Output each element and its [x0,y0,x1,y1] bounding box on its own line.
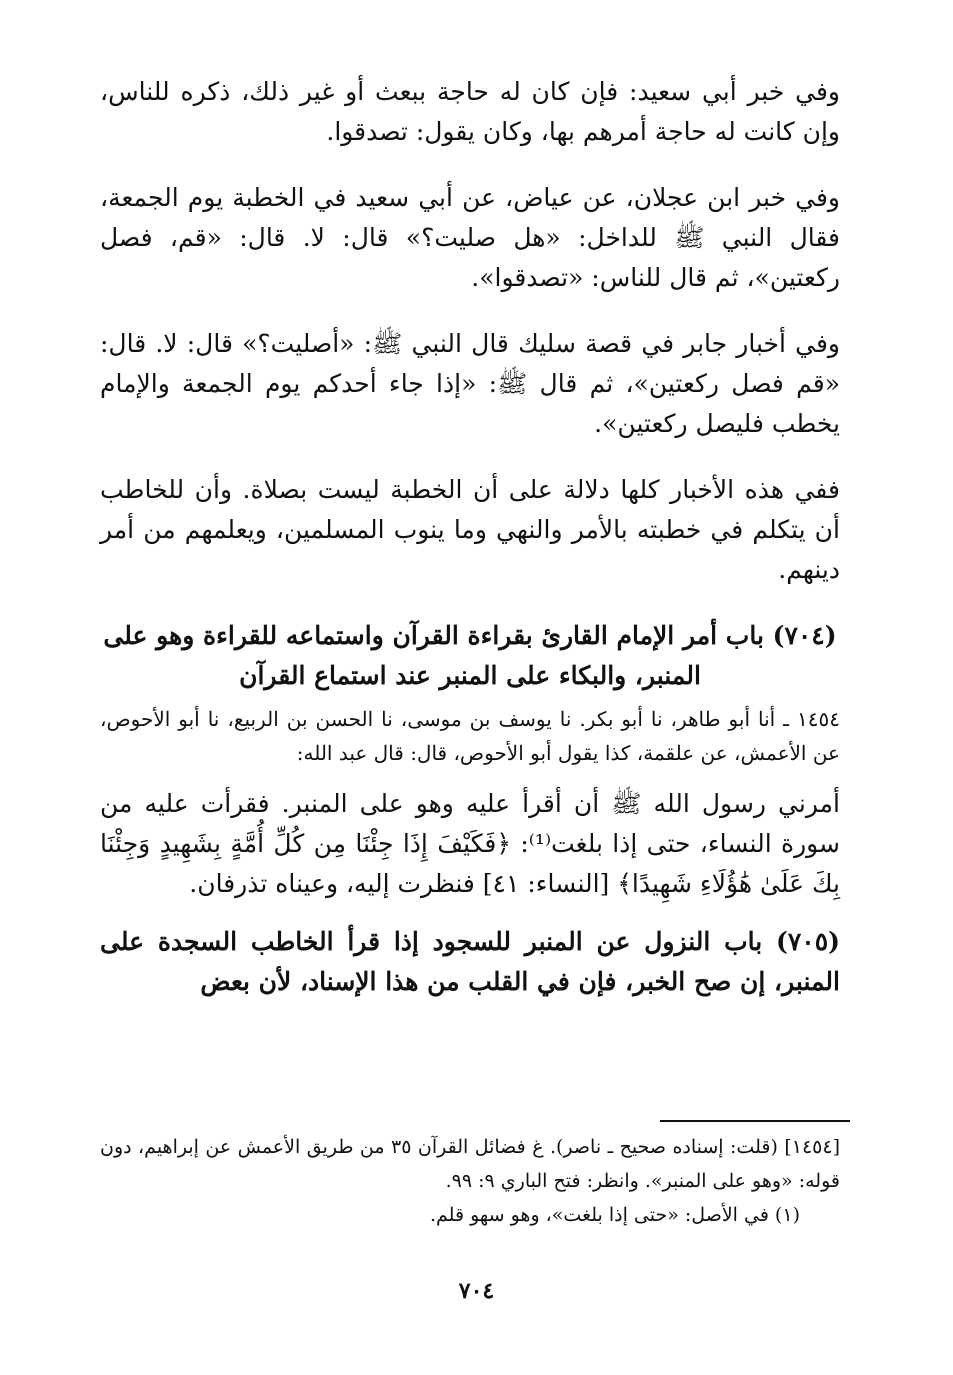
paragraph-abu-said: وفي خبر أبي سعيد: فإن كان له حاجة ببعث أو غير ذلك، ذكره للناس، وإن كانت له حاجة أمرهم بها، وكان يقول: تصدقوا. [100,77,840,146]
hadith-isnad-1454: ١٤٥٤ ـ أنا أبو طاهر، نا أبو بكر. نا يوسف بن موسى، نا الحسن بن الربيع، نا أبو الأحوص، عن الأعمش، عن علقمة، كذا يقول أبو الأحوص، قال: قال عبد الله: [100,707,840,765]
paragraph-ibn-ajlan: وفي خبر ابن عجلان، عن عياض، عن أبي سعيد في الخطبة يوم الجمعة، فقال النبي ﷺ للداخل: «هل صليت؟» قال: لا. قال: «قم، فصل ركعتين»، ثم قال للناس: «تصدقوا». [100,183,840,292]
footnotes [100,1130,840,1232]
hadith-matn-1454: أمرني رسول الله ﷺ أن أقرأ عليه وهو على المنبر. فقرأت عليه من سورة النساء، حتى إذا بلغت⁽¹⁾: ﴿فَكَيْفَ إِذَا جِئْنَا مِن كُلِّ أُمَّةٍ بِشَهِيدٍ وَجِئْنَا بِكَ عَلَىٰ هَٰؤُلَاءِ شَهِيدًا﴾ [النساء: ٤١] فنظرت إليه، وعيناه تذرفان. [100,789,841,898]
paragraph-conclusion: ففي هذه الأخبار كلها دلالة على أن الخطبة ليست بصلاة. وأن للخاطب أن يتكلم في خطبته بالأمر والنهي وما ينوب المسلمين، ويعلمهم من أمر دينهم. [100,475,840,584]
page-body [100,72,840,1008]
paragraph-jabir: وفي أخبار جابر في قصة سليك قال النبي ﷺ: «أصليت؟» قال: لا. قال: «قم فصل ركعتين»، ثم قال ﷺ: «إذا جاء أحدكم يوم الجمعة والإمام يخطب فليصل ركعتين». [100,329,840,438]
footnote-1454: [١٤٥٤] (قلت: إسناده صحيح ـ ناصر). غ فضائل القرآن ٣٥ من طريق الأعمش عن إبراهيم، دون قوله: «وهو على المنبر». وانظر: فتح الباري ٩: ٩٩. [100,1136,840,1192]
footnote-divider [660,1120,850,1122]
chapter-heading-704: (٧٠٤) باب أمر الإمام القارئ بقراءة القرآن واستماعه للقراءة وهو على المنبر، والبكاء على المنبر عند استماع القرآن [103,621,837,690]
chapter-heading-705: (٧٠٥) باب النزول عن المنبر للسجود إذا قرأ الخاطب السجدة على المنبر، إن صح الخبر، فإن في القلب من هذا الإسناد، لأن بعض [100,927,840,996]
footnote-1: (١) في الأصل: «حتى إذا بلغت»، وهو سهو قلم. [429,1204,800,1226]
page-number: ٧٠٤ [458,1278,495,1304]
